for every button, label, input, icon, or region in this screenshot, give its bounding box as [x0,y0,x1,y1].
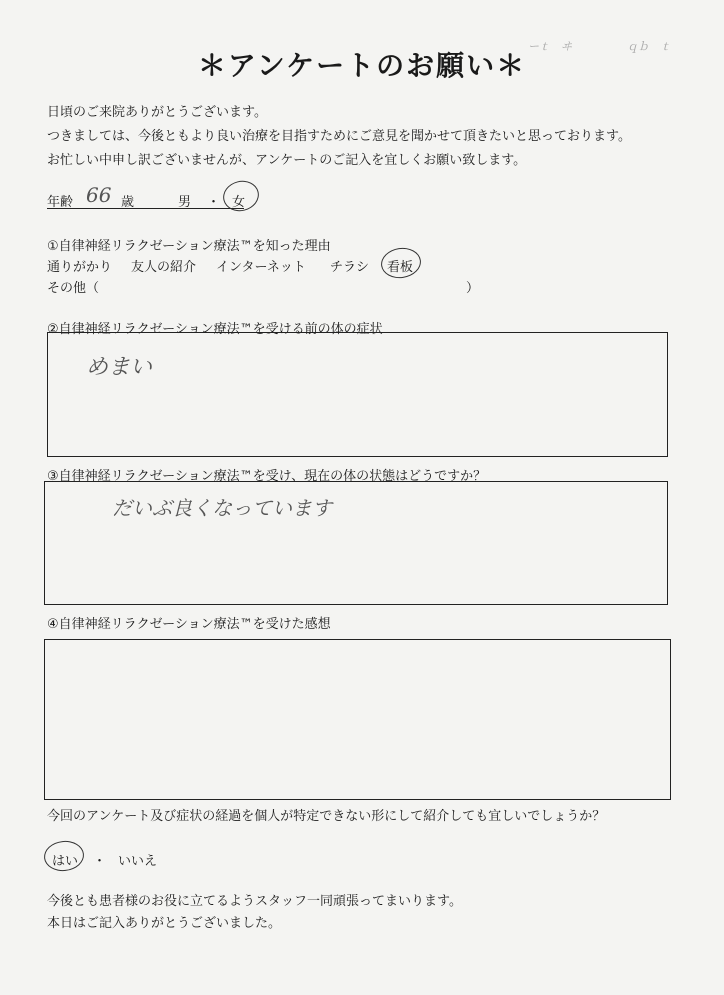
q3-answer-text: だいぶ良くなっています [112,496,332,520]
consent-separator: ・ [93,854,107,869]
closing-line-2: 本日はご記入ありがとうございました。 [47,916,282,931]
q1-option-passing-by[interactable]: 通りがかり [47,260,113,275]
intro-line-1: 日頃のご来院ありがとうございます。 [47,105,267,120]
q4-answer-box[interactable] [44,639,671,800]
intro-line-3: お忙しい中申し訳ございませんが、アンケートのご記入を宜しくお願い致します。 [47,153,527,168]
gender-female[interactable]: 女 [232,195,246,210]
consent-question: 今回のアンケート及び症状の経過を個人が特定できない形にして紹介しても宜しいでしょうか？ [47,809,606,824]
q3-label: ③自律神経リラクゼーション療法™を受け、現在の体の状態はどうですか？ [47,469,487,484]
corner-handwriting: ーｔ ヰ ｑｂ ｔ [528,40,671,53]
consent-selected-circle [43,839,86,873]
q1-option-signboard[interactable]: 看板 [387,260,414,275]
q1-other-label: その他（ [47,281,100,296]
closing-line-1: 今後とも患者様のお役に立てるようスタッフ一同頑張ってまいります。 [47,894,462,909]
gender-selected-circle [220,177,262,215]
age-unit: 歳 [121,195,135,210]
intro-line-2: つきましては、今後ともより良い治療を目指すためにご意見を聞かせて頂きたいと思っております。 [47,129,631,144]
gender-separator: ・ [207,195,221,210]
q1-other-close: ） [466,281,480,296]
age-value[interactable]: 66 [86,183,112,207]
q4-label: ④自律神経リラクゼーション療法™を受けた感想 [47,617,331,632]
q2-answer-text: めまい [86,355,153,380]
q1-label: ①自律神経リラクゼーション療法™を知った理由 [47,239,331,254]
page-title: ＊アンケートのお願い＊ [197,49,527,82]
age-label: 年齢 [47,195,74,210]
q1-selected-circle [379,245,423,280]
gender-male[interactable]: 男 [178,195,192,210]
q1-option-internet[interactable]: インターネット [216,260,306,275]
q2-label: ②自律神経リラクゼーション療法™を受ける前の体の症状 [47,322,383,337]
consent-yes[interactable]: はい [52,854,79,869]
consent-no[interactable]: いいえ [118,854,158,869]
q1-option-flyer[interactable]: チラシ [330,260,370,275]
q1-option-friend[interactable]: 友人の紹介 [131,260,197,275]
